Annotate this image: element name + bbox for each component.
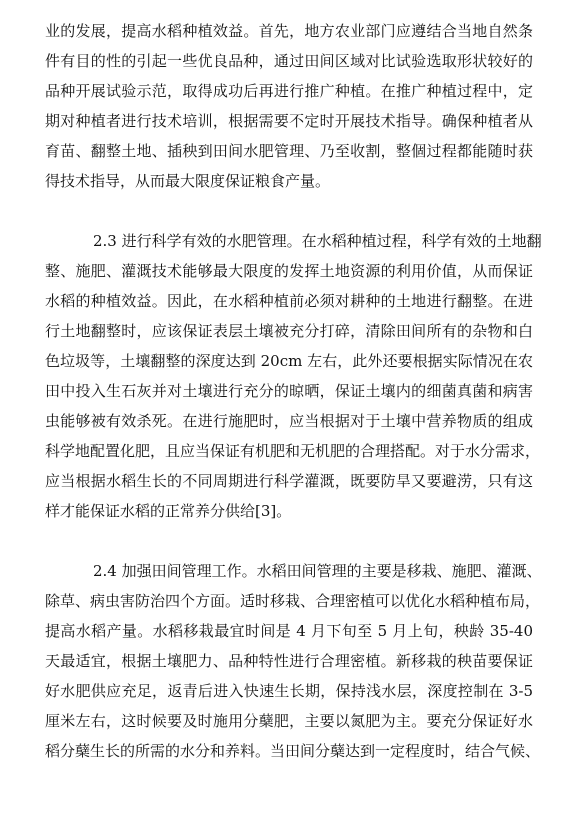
paragraph-section-2-3 <box>45 226 542 526</box>
text-line: 天最适宜，根据土壤肥力、品种特性进行合理密植。新移栽的秧苗要保证 <box>45 652 533 670</box>
text-line: 行土地翻整时，应该保证表层土壤被充分打碎，清除田间所有的杂物和白 <box>45 322 533 340</box>
paragraph-intro-tail <box>45 16 533 196</box>
text-line: 育苗、翻整土地、插秧到田间水肥管理、乃至收割，整個过程都能随时获 <box>45 142 533 160</box>
section-heading-line: 2.3 进行科学有效的水肥管理。在水稻种植过程，科学有效的土地翻 <box>93 232 542 250</box>
text-line: 水稻的种植效益。因此，在水稻种植前必须对耕种的土地进行翻整。在进 <box>45 292 533 310</box>
text-line: 应当根据水稻生长的不同周期进行科学灌溉，既要防旱又要避涝，只有这 <box>45 472 533 490</box>
text-line: 虫能够被有效杀死。在进行施肥时，应当根据对于土壤中营养物质的组成 <box>45 412 533 430</box>
text-line: 厘米左右，这时候要及时施用分蘖肥，主要以氮肥为主。要充分保证好水 <box>45 712 533 730</box>
paragraph-gap <box>45 526 533 556</box>
document-page <box>45 16 542 766</box>
text-line: 除草、病虫害防治四个方面。适时移栽、合理密植可以优化水稻种植布局， <box>45 592 541 610</box>
text-line: 提高水稻产量。水稻移栽最宜时间是 4 月下旬至 5 月上旬，秧龄 35-40 <box>45 622 533 640</box>
text-line: 期对种植者进行技术培训，根据需要不定时开展技术指导。确保种植者从 <box>45 112 533 130</box>
section-heading-line: 2.4 加强田间管理工作。水稻田间管理的主要是移栽、施肥、灌溉、 <box>93 562 542 580</box>
text-line: 得技术指导，从而最大限度保证粮食产量。 <box>45 172 331 190</box>
text-line: 田中投入生石灰并对土壤进行充分的晾晒，保证土壤内的细菌真菌和病害 <box>45 382 533 400</box>
text-line: 好水肥供应充足，返青后进入快速生长期，保持浅水层，深度控制在 3-5 <box>45 682 533 700</box>
text-line: 品种开展试验示范，取得成功后再进行推广种植。在推广种植过程中，定 <box>45 82 533 100</box>
text-line: 科学地配置化肥，且应当保证有机肥和无机肥的合理搭配。对于水分需求， <box>45 442 541 460</box>
text-line: 件有目的性的引起一些优良品种，通过田间区域对比试验选取形状较好的 <box>45 52 533 70</box>
paragraph-gap <box>45 196 533 226</box>
paragraph-section-2-4 <box>45 556 542 766</box>
text-line: 色垃圾等，土壤翻整的深度达到 20cm 左右，此外还要根据实际情况在农 <box>45 352 533 370</box>
text-line: 整、施肥、灌溉技术能够最大限度的发挥土地资源的利用价值，从而保证 <box>45 262 533 280</box>
text-line: 稻分蘖生长的所需的水分和养料。当田间分蘖达到一定程度时，结合气候、 <box>45 742 541 760</box>
text-line: 样才能保证水稻的正常养分供给[3]。 <box>45 502 292 520</box>
text-line: 业的发展，提高水稻种植效益。首先，地方农业部门应遵结合当地自然条 <box>45 22 533 40</box>
